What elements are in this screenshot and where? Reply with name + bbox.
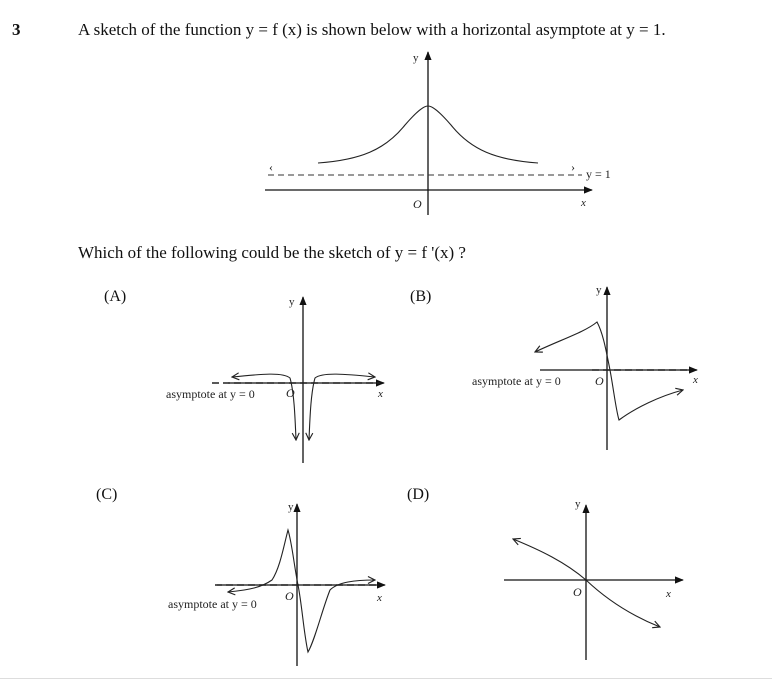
d-y-label: y — [575, 498, 581, 510]
a-curve-right — [309, 374, 375, 440]
option-b-graph — [472, 284, 698, 450]
option-a-graph — [166, 296, 384, 463]
main-left-mark: ‹ — [269, 160, 273, 174]
option-d-label: (D) — [407, 486, 430, 503]
main-y-label: y — [413, 52, 419, 64]
option-d-graph — [504, 498, 683, 660]
a-origin-label: O — [286, 386, 295, 400]
main-asymptote-label: y = 1 — [586, 167, 611, 181]
option-b-label: (B) — [410, 288, 432, 305]
b-x-label: x — [693, 374, 698, 386]
a-asymptote-note: asymptote at y = 0 — [166, 387, 255, 401]
c-asymptote-note: asymptote at y = 0 — [168, 597, 257, 611]
question-prompt: Which of the following could be the sketch of y = f '(x) ? — [78, 243, 466, 262]
main-x-label: x — [581, 197, 586, 209]
b-y-label: y — [596, 284, 602, 296]
option-a-label: (A) — [104, 288, 127, 305]
a-x-label: x — [378, 388, 383, 400]
main-right-mark: › — [571, 160, 575, 174]
option-c-graph — [168, 501, 385, 666]
b-asymptote-note: asymptote at y = 0 — [472, 374, 561, 388]
c-origin-label: O — [285, 589, 294, 603]
d-origin-label: O — [573, 585, 582, 599]
c-x-label: x — [377, 592, 382, 604]
b-origin-label: O — [595, 374, 604, 388]
c-y-label: y — [288, 501, 294, 513]
question-stem: A sketch of the function y = f (x) is shown below with a horizontal asymptote at y = 1. — [78, 20, 666, 39]
a-y-label: y — [289, 296, 295, 308]
main-graph — [265, 52, 611, 215]
c-curve — [228, 530, 375, 652]
a-curve-left — [232, 374, 296, 440]
b-curve — [535, 322, 683, 420]
main-origin-label: O — [413, 197, 422, 211]
question-number: 3 — [12, 20, 21, 39]
option-c-label: (C) — [96, 486, 118, 503]
page-bottom-border — [0, 678, 772, 679]
d-x-label: x — [666, 588, 671, 600]
